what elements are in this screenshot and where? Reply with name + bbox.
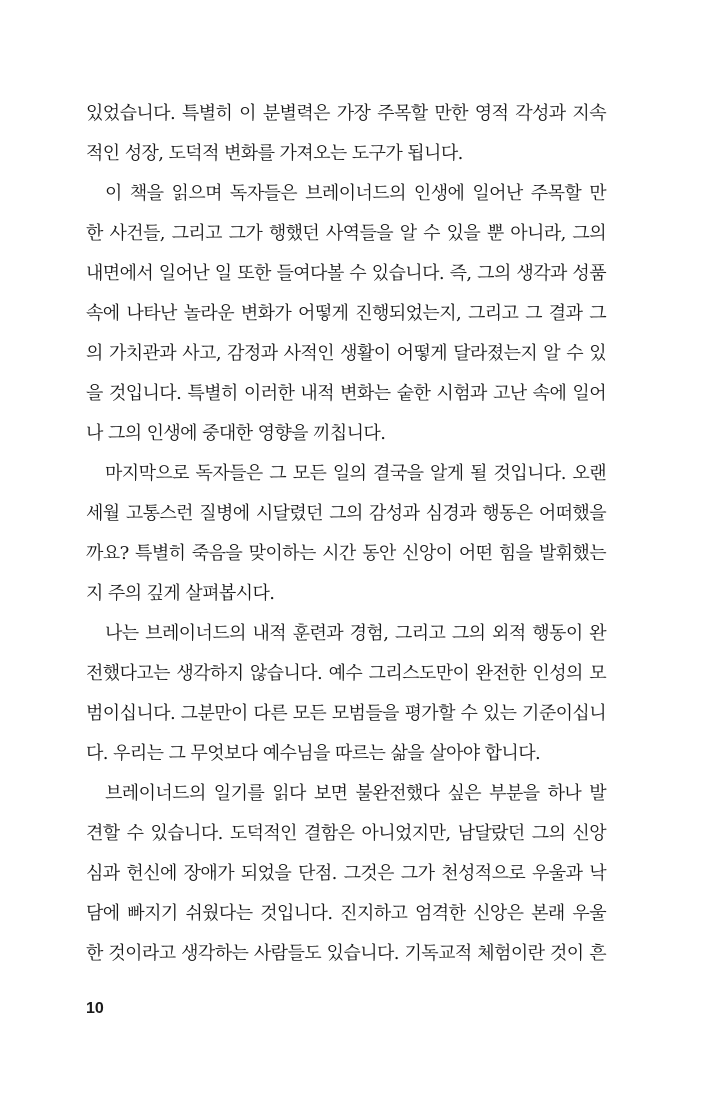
text-line: 나는 브레이너드의 내적 훈련과 경험, 그리고 그의 외적 행동이 완 [105, 623, 606, 644]
text-line: 있었습니다. 특별히 이 분별력은 가장 주목할 만한 영적 각성과 지속 [86, 103, 606, 124]
text-line: 마지막으로 독자들은 그 모든 일의 결국을 알게 될 것입니다. 오랜 [105, 463, 606, 484]
text-line: 속에 나타난 놀라운 변화가 어떻게 진행되었는지, 그리고 그 결과 그 [86, 303, 606, 324]
text-line: 브레이너드의 일기를 읽다 보면 불완전했다 싶은 부분을 하나 발 [105, 783, 606, 804]
text-line: 담에 빠지기 쉬웠다는 것입니다. 진지하고 엄격한 신앙은 본래 우울 [86, 903, 606, 924]
text-line: 세월 고통스런 질병에 시달렸던 그의 감성과 심경과 행동은 어떠했을 [86, 503, 606, 524]
text-line: 심과 헌신에 장애가 되었을 단점. 그것은 그가 천성적으로 우울과 낙 [86, 863, 606, 884]
text-line: 이 책을 읽으며 독자들은 브레이너드의 인생에 일어난 주목할 만 [105, 183, 606, 204]
text-line: 지 주의 깊게 살펴봅시다. [86, 583, 275, 604]
text-line: 범이십니다. 그분만이 다른 모든 모범들을 평가할 수 있는 기준이십니 [86, 703, 606, 724]
text-line: 전했다고는 생각하지 않습니다. 예수 그리스도만이 완전한 인성의 모 [86, 663, 606, 684]
text-line: 다. 우리는 그 무엇보다 예수님을 따르는 삶을 살아야 합니다. [86, 743, 541, 764]
text-line: 나 그의 인생에 중대한 영향을 끼칩니다. [86, 423, 386, 444]
text-line: 한 사건들, 그리고 그가 행했던 사역들을 알 수 있을 뿐 아니라, 그의 [86, 223, 606, 244]
page-number: 10 [86, 1000, 104, 1017]
text-line: 내면에서 일어난 일 또한 들여다볼 수 있습니다. 즉, 그의 생각과 성품 [86, 263, 606, 284]
text-line: 의 가치관과 사고, 감정과 사적인 생활이 어떻게 달라졌는지 알 수 있 [86, 343, 606, 364]
text-line: 한 것이라고 생각하는 사람들도 있습니다. 기독교적 체험이란 것이 흔 [86, 943, 606, 964]
text-line: 까요? 특별히 죽음을 맞이하는 시간 동안 신앙이 어떤 힘을 발휘했는 [86, 543, 606, 564]
text-line: 적인 성장, 도덕적 변화를 가져오는 도구가 됩니다. [86, 143, 463, 164]
body-text [86, 94, 606, 974]
text-line: 견할 수 있습니다. 도덕적인 결함은 아니었지만, 남달랐던 그의 신앙 [86, 823, 606, 844]
text-line: 을 것입니다. 특별히 이러한 내적 변화는 숱한 시험과 고난 속에 일어 [86, 383, 606, 404]
